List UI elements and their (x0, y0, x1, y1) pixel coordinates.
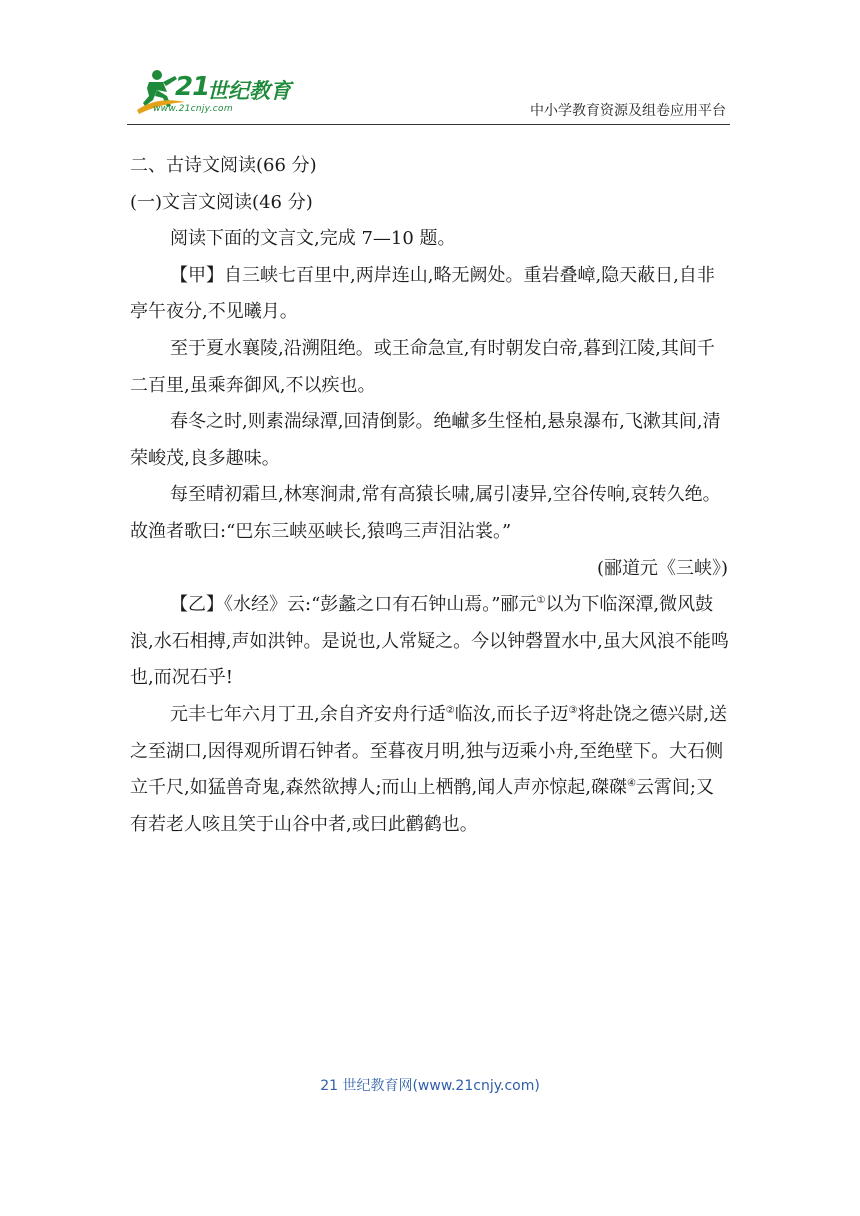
logo-url: www.21cnjy.com (153, 104, 233, 114)
passage-yi-p2 (130, 697, 730, 843)
footnote-marker-4: ④ (626, 778, 636, 790)
logo (127, 66, 297, 118)
passage-jia-p3: 春冬之时,则素湍绿潭,回清倒影。绝𪩘多生怪柏,悬泉瀑布,飞漱其间,清荣峻茂,良多趣味。 (130, 411, 721, 469)
passage-yi-p2-a: 元丰七年六月丁丑,余自齐安舟行适 (170, 703, 446, 725)
page-footer: 21 世纪教育网(www.21cnjy.com) (320, 1078, 540, 1094)
passage-yi-p2-d: 云霄间;又有若老人咳且笑于山谷中者,或曰此鹳鹤也。 (130, 777, 714, 835)
passage-jia-p2: 至于夏水襄陵,沿溯阻绝。或王命急宣,有时朝发白帝,暮到江陵,其间千二百里,虽乘奔御风,不以疾也。 (130, 337, 715, 396)
section-title: 二、古诗文阅读(66 分) (130, 155, 317, 176)
logo-text: 世纪教育 (207, 79, 291, 103)
passage-yi-p1-b: 以为下临深潭,微风鼓浪,水石相搏,声如洪钟。是说也,人常疑之。今以钟磬置水中,虽大风浪不能鸣也,而况石乎! (130, 594, 729, 689)
passage-jia-p4: 每至晴初霜旦,林寒涧肃,常有高猿长啸,属引凄异,空谷传响,哀转久绝。故渔者歌曰:“巴东三峡巫峡长,猿鸣三声泪沾裳。” (130, 484, 721, 542)
header-divider (127, 124, 730, 125)
footnote-marker-2: ② (445, 704, 455, 716)
subsection-title: (一)文言文阅读(46 分) (130, 191, 313, 213)
passage-jia-p1: 【甲】自三峡七百里中,两岸连山,略无阙处。重岩叠嶂,隐天蔽日,自非亭午夜分,不见曦月。 (130, 264, 715, 323)
passage-yi-p2-b: 临汝,而长子迈 (454, 703, 569, 725)
passage-jia-source: (郦道元《三峡》) (596, 557, 728, 579)
passage-yi-p1-a: 【乙】《水经》云:“彭蠡之口有石钟山焉。”郦元 (170, 594, 537, 616)
footnote-marker-1: ① (536, 595, 546, 607)
platform-text: 中小学教育资源及组卷应用平台 (530, 103, 726, 119)
passage-yi-p1 (130, 587, 730, 697)
passage-yi-p2-c: 将赴饶之德兴尉,送之至湖口,因得观所谓石钟者。至暮夜月明,独与迈乘小舟,至绝壁下。大石侧立千尺,如猛兽奇鬼,森然欲搏人;而山上栖鹘,闻人声亦惊起,磔磔 (130, 703, 728, 799)
page-header (127, 62, 730, 122)
footnote-marker-3: ③ (568, 704, 578, 716)
instruction: 阅读下面的文言文,完成 7—10 题。 (170, 228, 456, 250)
logo-number: 21 (175, 72, 210, 102)
document-body (130, 148, 730, 843)
